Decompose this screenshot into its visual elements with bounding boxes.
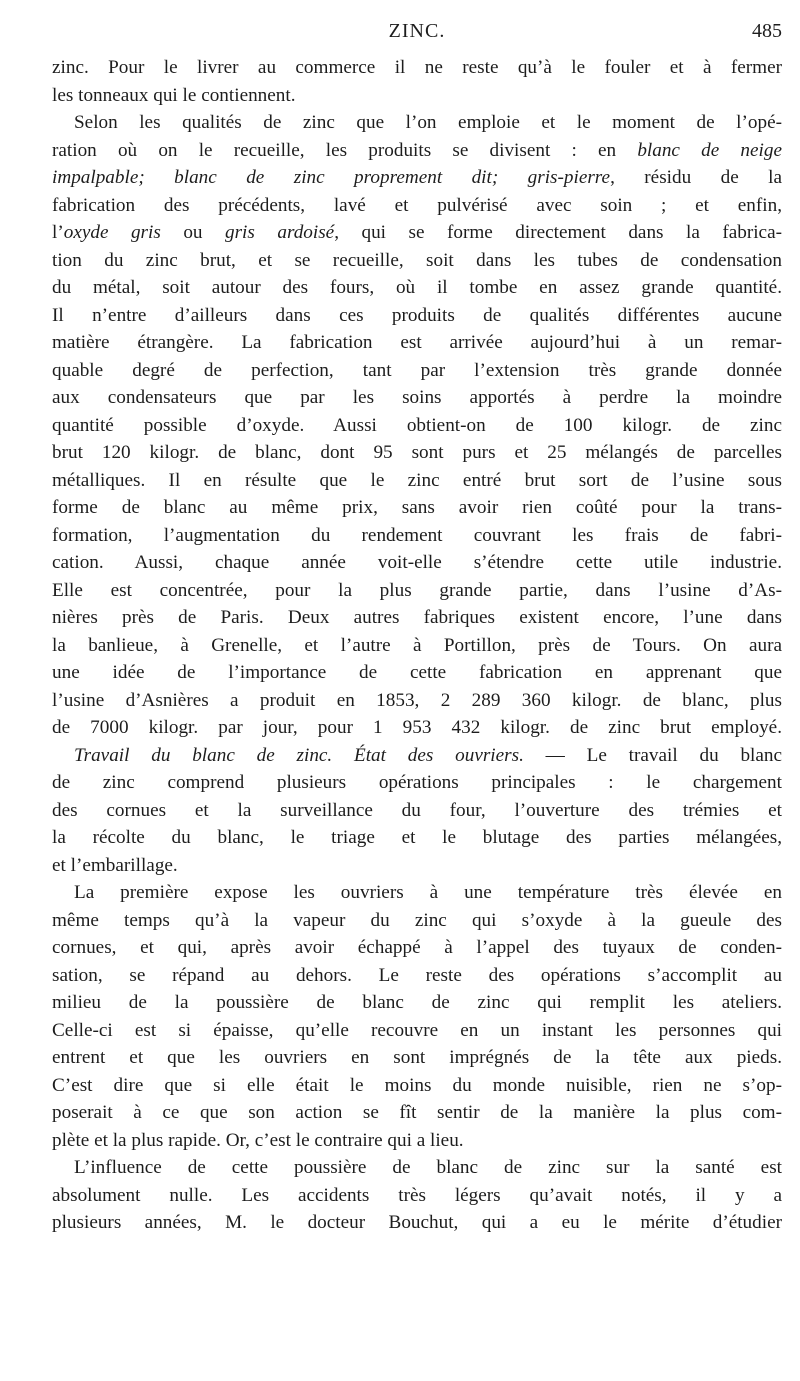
page-number: 485 <box>752 20 782 42</box>
running-title: ZINC. <box>388 20 446 42</box>
text-line <box>52 1209 782 1237</box>
text-segment: matière étrangère. La fabrication est arrivée aujourd’hui à un remar- <box>52 332 782 353</box>
text-line <box>52 907 782 935</box>
text-line <box>52 247 782 275</box>
text-line <box>52 1182 782 1210</box>
text-line <box>52 412 782 440</box>
text-segment: C’est dire que si elle était le moins du monde nuisible, rien ne s’op- <box>52 1074 782 1096</box>
text-line <box>52 329 782 357</box>
text-segment: plète et la plus rapide. Or, c’est le contraire qui a lieu. <box>52 1129 464 1151</box>
text-line <box>52 494 782 522</box>
text-segment: forme de blanc au même prix, sans avoir rien coûté pour la trans- <box>52 497 782 518</box>
text-line <box>52 632 782 660</box>
text-segment: fabrication des précédents, lavé et pulvérisé avec soin ; et enfin, <box>52 194 782 216</box>
text-line <box>52 137 782 165</box>
text-segment: — Le travail du blanc <box>523 744 782 766</box>
text-segment: du métal, soit autour des fours, où il tombe en assez grande quantité. <box>52 277 782 298</box>
text-segment: , résidu de la <box>610 167 782 188</box>
text-segment: des cornues et la surveillance du four, l’ouverture des trémies et <box>52 799 782 821</box>
text-line <box>52 549 782 577</box>
text-line <box>52 879 782 907</box>
text-line <box>52 302 782 330</box>
text-segment: , qui se forme directement dans la fabrica- <box>334 222 782 243</box>
text-line <box>52 714 782 742</box>
text-line <box>52 1044 782 1072</box>
text-segment: l’ <box>52 222 64 243</box>
text-segment: une idée de l’importance de cette fabrication en apprenant que <box>52 662 782 683</box>
text-line <box>52 769 782 797</box>
text-segment: Celle-ci est si épaisse, qu’elle recouvre en un instant les personnes qui <box>52 1019 782 1041</box>
text-line <box>52 384 782 412</box>
text-line <box>52 1072 782 1100</box>
text-segment: aux condensateurs que par les soins apportés à perdre la moindre <box>52 387 782 408</box>
text-segment: et l’embarillage. <box>52 854 178 876</box>
text-segment: la banlieue, à Grenelle, et l’autre à Portillon, près de Tours. On aura <box>52 634 782 656</box>
text-line <box>52 742 782 770</box>
text-segment: ou <box>160 222 225 243</box>
text-line <box>52 797 782 825</box>
text-line <box>52 1099 782 1127</box>
text-line <box>52 522 782 550</box>
text-segment: La première expose les ouvriers à une température très élevée en <box>74 882 782 903</box>
text-line <box>52 824 782 852</box>
text-line <box>52 962 782 990</box>
italic-text: Travail du blanc de zinc. État des ouvriers. <box>74 744 524 766</box>
body-text <box>52 54 782 1237</box>
text-line <box>52 192 782 220</box>
text-segment: de zinc comprend plusieurs opérations principales : le chargement <box>52 772 782 793</box>
text-segment: ration où on le recueille, les produits se divisent : en <box>52 139 638 161</box>
text-segment: Il n’entre d’ailleurs dans ces produits de qualités différentes aucune <box>52 304 782 326</box>
text-line <box>52 82 782 110</box>
text-line <box>52 109 782 137</box>
text-segment: absolument nulle. Les accidents très légers qu’avait notés, il y a <box>52 1184 782 1206</box>
running-head <box>52 20 782 50</box>
text-line <box>52 357 782 385</box>
text-line <box>52 934 782 962</box>
italic-text: impalpable; blanc de zinc proprement dit; gris-pierre <box>52 167 611 188</box>
text-line <box>52 439 782 467</box>
text-segment: entrent et que les ouvriers en sont imprégnés de la tête aux pieds. <box>52 1047 782 1068</box>
text-line <box>52 687 782 715</box>
text-line <box>52 659 782 687</box>
text-line <box>52 604 782 632</box>
text-segment: tion du zinc brut, et se recueille, soit dans les tubes de condensation <box>52 249 782 271</box>
italic-text: gris ardoisé <box>225 222 335 243</box>
text-line <box>52 219 782 247</box>
text-segment: même temps qu’à la vapeur du zinc qui s’oxyde à la gueule des <box>52 909 782 931</box>
text-line <box>52 989 782 1017</box>
text-segment: formation, l’augmentation du rendement couvrant les frais de fabri- <box>52 524 782 546</box>
text-segment: Selon les qualités de zinc que l’on emploie et le moment de l’opé- <box>74 112 782 133</box>
text-segment: les tonneaux qui le contiennent. <box>52 84 296 106</box>
text-line <box>52 467 782 495</box>
text-segment: quable degré de perfection, tant par l’extension très grande donnée <box>52 359 782 381</box>
text-line <box>52 1127 782 1155</box>
text-line <box>52 852 782 880</box>
italic-text: oxyde gris <box>63 222 161 243</box>
italic-text: blanc de neige <box>637 139 782 161</box>
text-segment: de 7000 kilogr. par jour, pour 1 953 432 kilogr. de zinc brut employé. <box>52 717 782 738</box>
text-segment: Elle est concentrée, pour la plus grande partie, dans l’usine d’As- <box>52 579 782 601</box>
text-line <box>52 1017 782 1045</box>
text-segment: nières près de Paris. Deux autres fabriques existent encore, l’une dans <box>52 607 782 628</box>
text-segment: quantité possible d’oxyde. Aussi obtient-on de 100 kilogr. de zinc <box>52 414 782 436</box>
text-segment: plusieurs années, M. le docteur Bouchut, qui a eu le mérite d’étudier <box>52 1212 782 1233</box>
text-segment: poserait à ce que son action se fît sentir de la manière la plus com- <box>52 1102 782 1123</box>
text-segment: zinc. Pour le livrer au commerce il ne reste qu’à le fouler et à fermer <box>52 57 782 78</box>
text-segment: la récolte du blanc, le triage et le blutage des parties mélangées, <box>52 827 782 848</box>
text-segment: cation. Aussi, chaque année voit-elle s’étendre cette utile industrie. <box>52 552 782 573</box>
text-segment: l’usine d’Asnières a produit en 1853, 2 289 360 kilogr. de blanc, plus <box>52 689 782 711</box>
text-line <box>52 54 782 82</box>
text-line <box>52 164 782 192</box>
text-segment: cornues, et qui, après avoir échappé à l’appel des tuyaux de conden- <box>52 937 782 958</box>
text-line <box>52 1154 782 1182</box>
text-line <box>52 274 782 302</box>
text-segment: brut 120 kilogr. de blanc, dont 95 sont purs et 25 mélangés de parcelles <box>52 442 782 463</box>
text-segment: métalliques. Il en résulte que le zinc entré brut sort de l’usine sous <box>52 469 782 491</box>
text-line <box>52 577 782 605</box>
text-segment: sation, se répand au dehors. Le reste des opérations s’accomplit au <box>52 964 782 986</box>
text-segment: milieu de la poussière de blanc de zinc qui remplit les ateliers. <box>52 992 782 1013</box>
text-segment: L’influence de cette poussière de blanc de zinc sur la santé est <box>74 1157 782 1178</box>
